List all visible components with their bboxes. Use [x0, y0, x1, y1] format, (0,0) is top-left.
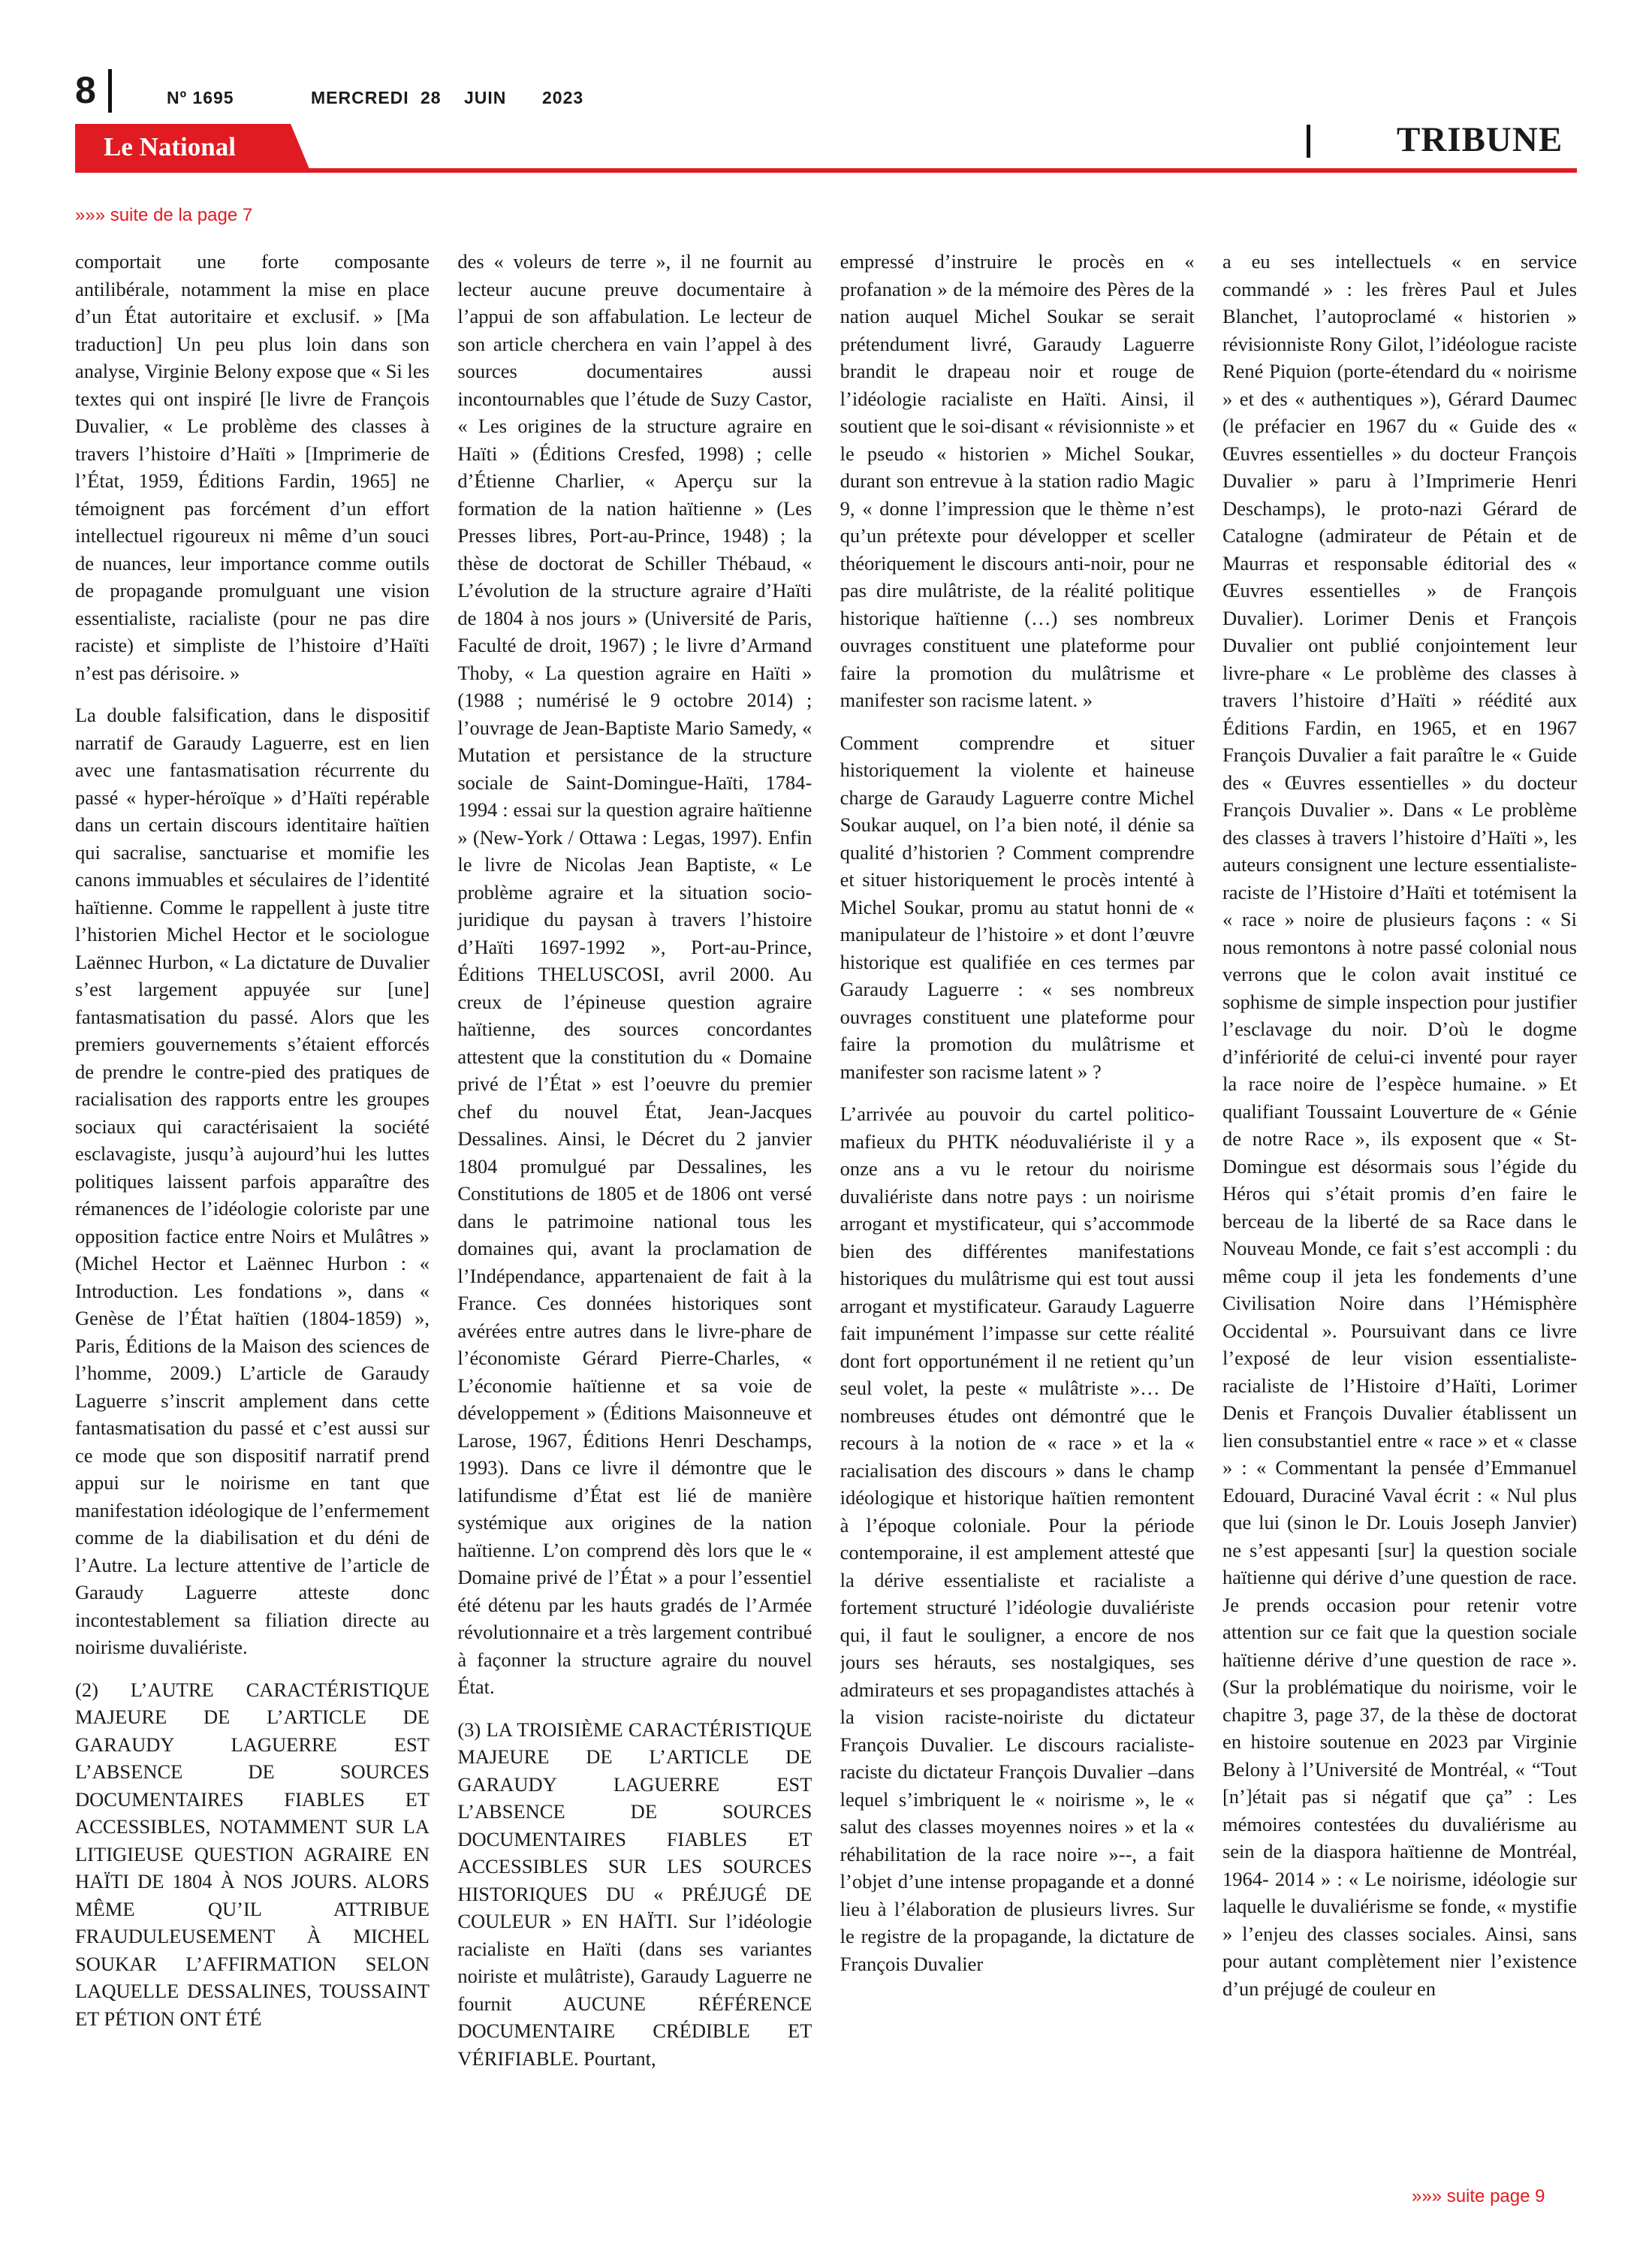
paragraph: La double falsification, dans le dispositif narratif de Garaudy Laguerre, est en lien avec une fantasmatisation récurrente du passé « hyper-héroïque » d’Haïti repérable dans un certain discours identitaire haïtien qui sacralise, sanctuarise et momifie les canons immuables et séculaires de l’identité haïtienne. Comme le rappellent à juste titre l’historien Michel Hector et le sociologue Laënnec Hurbon, « La dictature de Duvalier s’est largement appuyée sur [une] fantasmatisation du passé. Alors que les premiers gouvernements s’étaient efforcés de prendre le contre-pied des pratiques de racialisation des rapports entre les groupes sociaux qui caractérisaient la société esclavagiste, jusqu’à aujourd’hui les luttes politiques laissent parfois apparaître des rémanences de l’idéologie coloriste par une opposition factice entre Noirs et Mulâtres » (Michel Hector et Laënnec Hurbon : « Introduction. Les fondations », dans « Genèse de l’État haïtien (1804-1859) », Paris, Éditions de la Maison des sciences de l’homme, 2009.) L’article de Garaudy Laguerre s’inscrit amplement dans cette fantasmatisation du passé et c’est aussi sur ce mode que son dispositif narratif prend appui sur le noirisme en tant que manifestation idéologique de l’enfermement comme de la diabilisation et du déni de l’Autre. La lecture attentive de l’article de Garaudy Laguerre atteste donc incontestablement sa filiation directe au noirisme duvaliériste. — [75, 704, 430, 1658]
weekday: MERCREDI — [311, 88, 409, 107]
continued-on-link[interactable]: »»» suite page 9 — [1412, 2186, 1545, 2206]
article-column-4 — [1222, 248, 1577, 2170]
date-day: 28 — [421, 88, 442, 107]
paragraph: empressé d’instruire le procès en « profanation » de la mémoire des Pères de la nation auquel Michel Soukar se serait prétendument livré, Garaudy Laguerre brandit le drapeau noir et rouge de l’idéologie racialiste en Haïti. Ainsi, il soutient que le soi-disant « révisionniste » et le pseudo « historien » Michel Soukar, durant son entrevue à la station radio Magic 9, « donne l’impression que le thème n’est qu’un prétexte pour développer et sceller théoriquement le discours anti-noir, pour ne pas dire mulâtriste, de la réalité politique historique haïtienne (…) ses nombreux ouvrages constituent une plateforme pour faire la promotion du mulâtrisme et manifester son racisme latent. » — [840, 250, 1195, 711]
page-number: 8 — [75, 69, 96, 111]
newspaper-logo: Le National — [104, 132, 236, 161]
paragraph: (2) L’AUTRE CARACTÉRISTIQUE MAJEURE DE L’ARTICLE DE GARAUDY LAGUERRE EST L’ABSENCE DE SOURCES DOCUMENTAIRES FIABLES ET ACCESSIBLES, NOTAMMENT SUR LA LITIGIEUSE QUESTION AGRAIRE EN HAÏTI DE 1804 À NOS JOURS. ALORS MÊME QU’IL ATTRIBUE FRAUDULEUSEMENT À MICHEL SOUKAR L’AFFIRMATION SELON LAQUELLE DESSALINES, TOUSSAINT ET PÉTION ONT ÉTÉ — [75, 1678, 430, 2030]
paragraph: a eu ses intellectuels « en service commandé » : les frères Paul et Jules Blanchet, l’autoproclamé « historien » révisionniste Rony Gilot, l’idéologue raciste René Piquion (porte-étendard du « noirisme » et des « authentiques »), Gérard Daumec (le préfacier en 1967 du « Guide des « Œuvres essentielles » du docteur François Duvalier » paru à l’Imprimerie Henri Deschamps), le proto-nazi Gérard de Catalogne (admirateur de Pétain et de Maurras et responsable éditorial des « Œuvres essentielles » de François Duvalier). Lorimer Denis et François Duvalier ont publié conjointement leur livre-phare « Le problème des classes à travers l’histoire d’Haïti » réédité aux Éditions Fardin, en 1965, et en 1967 François Duvalier a fait paraître le « Guide des « Œuvres essentielles » du docteur François Duvalier ». Dans « Le problème des classes à travers l’histoire d’Haïti », les auteurs consignent une lecture essentialiste-raciste de l’Histoire d’Haïti et totémisent la « race » noire de plusieurs façons : « Si nous remontons à notre passé colonial nous verrons que le colon avait institué ce sophisme de simple inspection pour justifier l’esclavage du noir. D’où le dogme d’infériorité de celui-ci inventé pour rayer la race noire de l’espèce humaine. » Et qualifiant Toussaint Louverture de « Génie de notre Race », ils exposent que « St-Domingue est désormais sous l’égide du Héros qui s’était promis d’en faire le berceau de la liberté de sa Race dans le Nouveau Monde, ce fait s’est accompli : du même coup il jeta les fondements d’une Civilisation Noire dans l’Hémisphère Occidental ». Poursuivant dans ce livre l’exposé de leur vision essentialiste-racialiste de l’Histoire d’Haïti, Lorimer Denis et François Duvalier établissent un lien consubstantiel entre « race » et « classe » : « Commentant la pensée d’Emmanuel Edouard, Duraciné Vaval écrit : « Nul plus que lui (sinon le Dr. Louis Joseph Janvier) ne s’est appesanti [sur] la question sociale haïtienne qui dérive d’une question de race. Je prends occasion pour retenir votre attention sur ce fait que la question sociale haïtienne dérive d’une question de race ». (Sur la problématique du noirisme, voir le chapitre 3, page 37, de la thèse de doctorat en histoire soutenue en 2023 par Virginie Belony à l’Université de Montréal, « “Tout [n’]était pas si négatif que ça” : Les mémoires contestées du duvaliérisme au sein de la diaspora haïtienne de Montréal, 1964- 2014 » : « Le noirisme, idéologie sur laquelle le duvaliérisme se fonde, « mystifie » l’enjeu des classes sociales. Ainsi, sans pour autant complètement nier l’existence d’un préjugé de couleur en — [1222, 250, 1577, 2000]
article-column-2 — [457, 248, 812, 2170]
page-header — [0, 0, 1652, 180]
section-title: TRIBUNE — [1397, 120, 1563, 159]
paragraph: comportait une forte composante antilibérale, notamment la mise en place d’un État autoritaire et exclusif. » [Ma traduction] Un peu plus loin dans son analyse, Virginie Belony expose que « Si les textes qui ont inspiré [le livre de François Duvalier, « Le problème des classes à travers l’histoire d’Haïti » [Imprimerie de l’État, 1959, Éditions Fardin, 1965] ne témoignent pas forcément d’un effort intellectuel rigoureux ni même d’un souci de nuances, leur importance comme outils de propagande promulguant une vision essentialiste, racialiste (pour ne pas dire raciste) et simpliste de l’histoire d’Haïti n’est pas dérisoire. » — [75, 250, 430, 684]
issue-number: Nº 1695 — [167, 88, 234, 107]
header-rule — [75, 168, 1577, 173]
page-number-divider — [108, 69, 112, 113]
continued-from-link[interactable]: »»» suite de la page 7 — [75, 205, 253, 225]
article-column-3 — [840, 248, 1195, 2170]
section-divider — [1307, 125, 1310, 158]
paragraph: L’arrivée au pouvoir du cartel politico-mafieux du PHTK néoduvaliériste il y a onze ans a vu le retour du noirisme duvaliériste dans notre pays : un noirisme arrogant et mystificateur, qui s’accommode bien des différentes manifestations historiques du mulâtrisme qui est tout aussi arrogant et mystificateur. Garaudy Laguerre fait impunément l’impasse sur cette réalité dont fort opportunément il ne retient qu’un seul volet, la peste « mulâtriste »… De nombreuses études ont démontré que le recours à la notion de « race » et la « racialisation des discours » dans le champ idéologique et historique haïtien remontent à l’époque coloniale. Pour la période contemporaine, il est amplement attesté que la dérive essentialiste et racialiste a fortement structuré l’idéologie duvaliériste qui, il faut le souligner, a encore de nos jours ses hérauts, ses nostalgiques, ses admirateurs et ses propagandistes attachés à la vision raciste-noiriste du dictateur François Duvalier. Le discours racialiste-raciste du dictateur François Duvalier –dans lequel s’imbriquent le « noirisme », le « salut des classes moyennes noires » et la « réhabilitation de la race noire »--, a fait l’objet d’une intense propagande et a donné lieu à l’élaboration de plusieurs livres. Sur le registre de la propagande, la dictature de François Duvalier — [840, 1102, 1195, 1975]
article-body — [75, 248, 1577, 2170]
paragraph: Comment comprendre et situer historiquement la violente et haineuse charge de Garaudy Laguerre contre Michel Soukar auquel, on l’a bien noté, il dénie sa qualité d’historien ? Comment comprendre et situer historiquement le procès intenté à Michel Soukar, promu au statut honni de « manipulateur de l’histoire » et dont l’œuvre historique est qualifiée en ces termes par Garaudy Laguerre : « ses nombreux ouvrages constituent une plateforme pour faire la promotion du mulâtrisme et manifester son racisme latent » ? — [840, 731, 1195, 1083]
paragraph: des « voleurs de terre », il ne fournit au lecteur aucune preuve documentaire à l’appui de son affabulation. Le lecteur de son article cherchera en vain l’appel à des sources documentaires aussi incontournables que l’étude de Suzy Castor, « Les origines de la structure agraire en Haïti » (Éditions Cresfed, 1998) ; celle d’Étienne Charlier, « Aperçu sur la formation de la nation haïtienne » (Les Presses libres, Port-au-Prince, 1948) ; la thèse de doctorat de Schiller Thébaud, « L’évolution de la structure agraire d’Haïti de 1804 à nos jours » (Université de Paris, Faculté de droit, 1967) ; le livre d’Armand Thoby, « La question agraire en Haïti » (1988 ; numérisé le 9 octobre 2014) ; l’ouvrage de Jean-Baptiste Mario Samedy, « Mutation et persistance de la structure sociale de Saint-Domingue-Haïti, 1784-1994 : essai sur la question agraire haïtienne » (New-York / Ottawa : Legas, 1997). Enfin le livre de Nicolas Jean Baptiste, « Le problème agraire et la situation socio-juridique du paysan à travers l’histoire d’Haïti 1697-1992 », Port-au-Prince, Éditions THELUSCOSI, avril 2000. Au creux de l’épineuse question agraire haïtienne, des sources concordantes attestent que la constitution du « Domaine privé de l’État » est l’oeuvre du premier chef du nouvel État, Jean-Jacques Dessalines. Ainsi, le Décret du 2 janvier 1804 promulgué par Dessalines, les Constitutions de 1805 et de 1806 ont versé dans le patrimoine national tous les domaines qui, avant la proclamation de l’Indépendance, appartenaient de fait à la France. Ces données historiques sont avérées entre autres dans le livre-phare de l’économiste Gérard Pierre-Charles, « L’économie haïtienne et sa voie de développement » (Éditions Maisonneuve et Larose, 1967, Éditions Henri Deschamps, 1993). Dans ce livre il démontre que le latifundisme d’État est lié de manière systémique aux origines de la nation haïtienne. L’on comprend dès lors que le « Domaine privé de l’État » a pour l’essentiel été détenu par les hauts gradés de l’Armée révolutionnaire et a très largement contribué à façonner la structure agraire du nouvel État. — [457, 250, 812, 1698]
month: JUIN — [464, 88, 507, 107]
year: 2023 — [542, 88, 584, 107]
article-column-1 — [75, 248, 430, 2170]
paragraph: (3) LA TROISIÈME CARACTÉRISTIQUE MAJEURE DE L’ARTICLE DE GARAUDY LAGUERRE EST L’ABSENCE DE SOURCES DOCUMENTAIRES FIABLES ET ACCESSIBLES SUR LES SOURCES HISTORIQUES DU « PRÉJUGÉ DE COULEUR » EN HAÏTI. Sur l’idéologie racialiste en Haïti (dans ses variantes noiriste et mulâtriste), Garaudy Laguerre ne fournit AUCUNE RÉFÉRENCE DOCUMENTAIRE CRÉDIBLE ET VÉRIFIABLE. Pourtant, — [457, 1718, 812, 2070]
